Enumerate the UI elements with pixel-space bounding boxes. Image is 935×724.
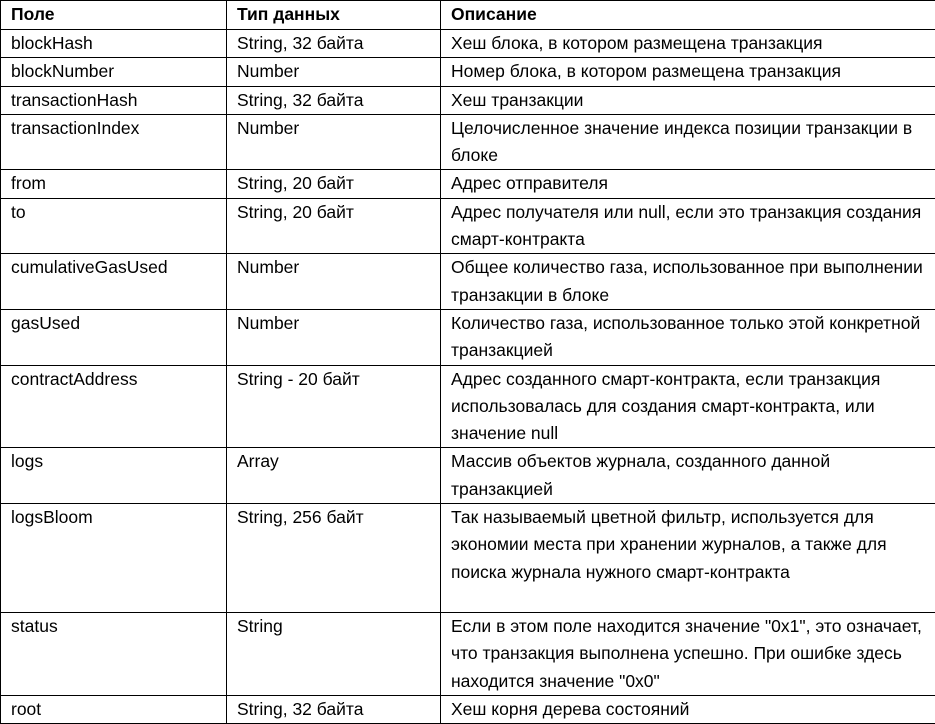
description-cell: Адрес созданного смарт-контракта, если транзакция использовалась для создания смарт-контракта, или значение null <box>441 365 935 448</box>
type-cell: Number <box>227 58 441 86</box>
description-cell: Адрес отправителя <box>441 170 935 198</box>
field-cell: root <box>1 695 227 723</box>
type-cell: String - 20 байт <box>227 365 441 448</box>
table-row <box>1 86 935 114</box>
header-row <box>1 1 935 30</box>
table-row <box>1 198 935 254</box>
description-cell: Целочисленное значение индекса позиции транзакции в блоке <box>441 114 935 170</box>
type-cell: String, 32 байта <box>227 86 441 114</box>
type-cell: Array <box>227 448 441 504</box>
header-field: Поле <box>1 1 227 30</box>
table-row <box>1 448 935 504</box>
field-cell: gasUsed <box>1 309 227 365</box>
type-cell: String, 20 байт <box>227 198 441 254</box>
table-row <box>1 170 935 198</box>
description-cell: Если в этом поле находится значение "0x1", это означает, что транзакция выполнена успешно. При ошибке здесь находится значение "0x0" <box>441 613 935 696</box>
description-cell: Так называемый цветной фильтр, используется для экономии места при хранении журналов, а также для поиска журнала нужного смарт-контракта <box>441 504 935 613</box>
description-cell: Хеш блока, в котором размещена транзакция <box>441 30 935 58</box>
type-cell: Number <box>227 114 441 170</box>
type-cell: Number <box>227 309 441 365</box>
type-cell: String, 32 байта <box>227 695 441 723</box>
table-row <box>1 309 935 365</box>
description-cell: Номер блока, в котором размещена транзакция <box>441 58 935 86</box>
type-cell: Number <box>227 254 441 310</box>
description-cell: Общее количество газа, использованное при выполнении транзакции в блоке <box>441 254 935 310</box>
type-cell: String, 256 байт <box>227 504 441 613</box>
field-cell: blockNumber <box>1 58 227 86</box>
table-row <box>1 613 935 696</box>
field-cell: contractAddress <box>1 365 227 448</box>
description-cell: Адрес получателя или null, если это транзакция создания смарт-контракта <box>441 198 935 254</box>
table-row <box>1 254 935 310</box>
field-cell: logs <box>1 448 227 504</box>
table-row <box>1 365 935 448</box>
header-description: Описание <box>441 1 935 30</box>
type-cell: String <box>227 613 441 696</box>
field-cell: transactionIndex <box>1 114 227 170</box>
table-row <box>1 695 935 723</box>
description-cell: Массив объектов журнала, созданного данной транзакцией <box>441 448 935 504</box>
table-row <box>1 58 935 86</box>
field-cell: blockHash <box>1 30 227 58</box>
description-cell: Количество газа, использованное только этой конкретной транзакцией <box>441 309 935 365</box>
field-cell: logsBloom <box>1 504 227 613</box>
table-row <box>1 30 935 58</box>
field-cell: status <box>1 613 227 696</box>
field-cell: transactionHash <box>1 86 227 114</box>
field-cell: to <box>1 198 227 254</box>
type-cell: String, 20 байт <box>227 170 441 198</box>
header-type: Тип данных <box>227 1 441 30</box>
field-cell: from <box>1 170 227 198</box>
table-row <box>1 114 935 170</box>
type-cell: String, 32 байта <box>227 30 441 58</box>
table-row <box>1 504 935 613</box>
description-cell: Хеш корня дерева состояний <box>441 695 935 723</box>
description-cell: Хеш транзакции <box>441 86 935 114</box>
field-cell: cumulativeGasUsed <box>1 254 227 310</box>
